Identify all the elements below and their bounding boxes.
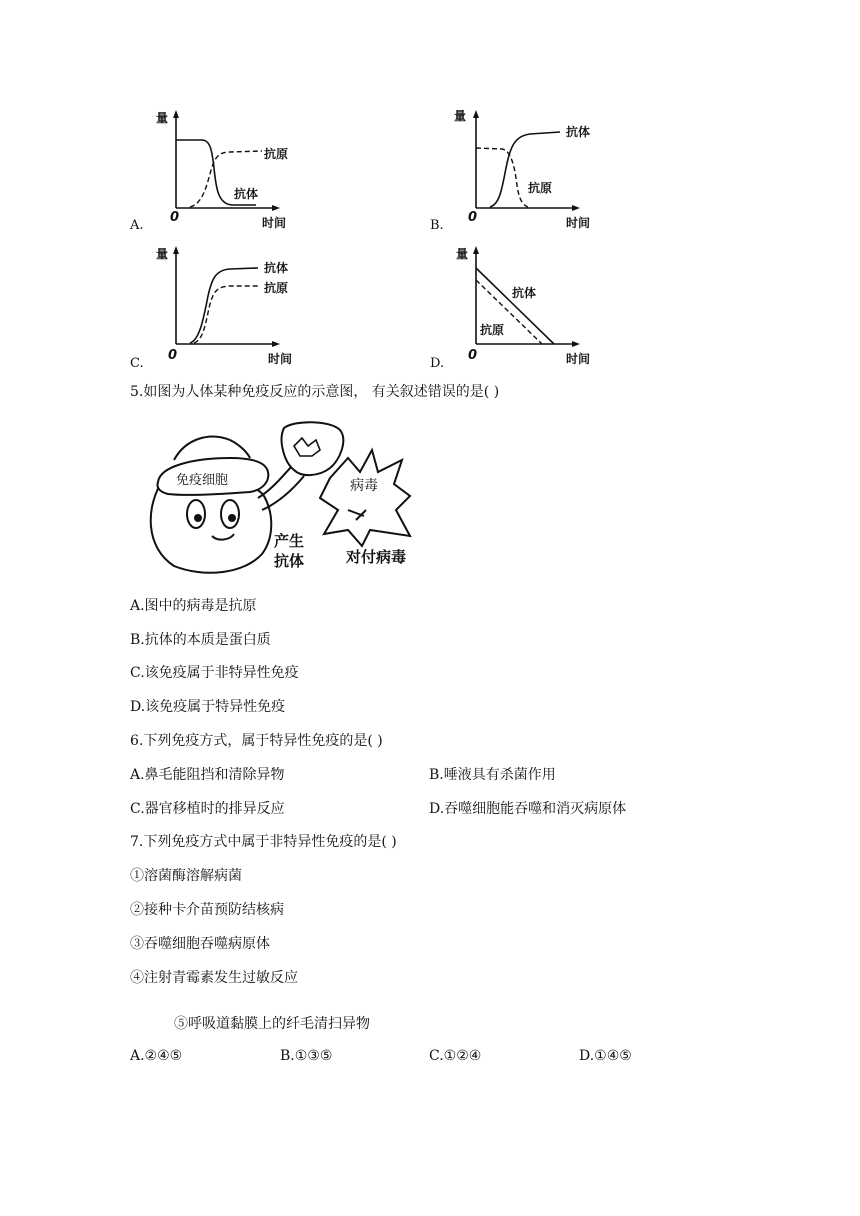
caption-fight-virus: 对付病毒	[346, 548, 407, 566]
graph-b-origin: 0	[468, 210, 478, 225]
immune-cell-cartoon	[134, 418, 424, 578]
graph-c-origin: 0	[168, 348, 178, 363]
graph-a-svg	[130, 108, 300, 234]
q6-option-a: A.鼻毛能阻挡和清除异物	[130, 767, 285, 783]
q6-stem: 6.下列免疫方式，属于特异性免疫的是( )	[130, 733, 383, 749]
immune-cell-hat-label: 免疫细胞	[176, 473, 229, 488]
option-b-letter: B.	[430, 218, 444, 233]
q7-item-4: ④注射青霉素发生过敏反应	[130, 970, 298, 986]
virus-label: 病毒	[350, 478, 378, 494]
graph-a-origin: 0	[170, 210, 180, 225]
q5-option-d: D.该免疫属于特异性免疫	[130, 699, 286, 715]
graph-b-x-label: 时间	[566, 216, 591, 230]
q7-item-2: ②接种卡介苗预防结核病	[130, 902, 284, 918]
graph-c-y-label: 量	[156, 247, 169, 261]
graph-b-y-label: 量	[454, 109, 467, 123]
graph-d-svg	[430, 244, 600, 372]
graph-b-svg	[430, 108, 600, 234]
caption-produce: 产生	[274, 532, 305, 550]
q5-option-c: C.该免疫属于非特异性免疫	[130, 665, 299, 681]
option-d-graph	[430, 244, 600, 372]
option-c-letter: C.	[130, 356, 144, 371]
graph-c-label-antibody: 抗体	[264, 261, 289, 275]
graph-c-x-label: 时间	[268, 352, 293, 366]
option-d-letter: D.	[430, 356, 445, 371]
caption-antibody: 抗体	[274, 552, 305, 570]
option-a-graph	[130, 108, 300, 234]
graph-d-label-antibody: 抗体	[512, 286, 537, 300]
q5-stem: 5.如图为人体某种免疫反应的示意图， 有关叙述错误的是( )	[130, 384, 500, 400]
q7-item-3: ③吞噬细胞吞噬病原体	[130, 936, 270, 952]
q5-option-a: A.图中的病毒是抗原	[130, 598, 257, 614]
q7-item-1: ①溶菌酶溶解病菌	[130, 868, 242, 884]
q6-option-b: B.唾液具有杀菌作用	[429, 767, 556, 783]
q7-item-5: ⑤呼吸道黏膜上的纤毛清扫异物	[174, 1016, 370, 1032]
option-a-letter: A.	[130, 218, 144, 233]
q7-option-c: C.①②④	[429, 1048, 482, 1064]
graph-a-label-antibody: 抗体	[234, 187, 259, 201]
graph-d-label-antigen: 抗原	[480, 323, 505, 337]
q5-option-b: B.抗体的本质是蛋白质	[130, 632, 271, 648]
graph-c-label-antigen: 抗原	[264, 281, 289, 295]
option-c-graph	[130, 244, 300, 372]
graph-a-label-antigen: 抗原	[264, 147, 289, 161]
graph-d-x-label: 时间	[566, 352, 591, 366]
q6-option-c: C.器官移植时的排异反应	[130, 801, 285, 817]
graph-a-y-label: 量	[156, 111, 169, 125]
graph-b-label-antigen: 抗原	[528, 181, 553, 195]
graph-d-y-label: 量	[456, 247, 469, 261]
q6-option-d: D.吞噬细胞能吞噬和消灭病原体	[429, 801, 627, 817]
q7-stem: 7.下列免疫方式中属于非特异性免疫的是( )	[130, 834, 397, 850]
graph-c-svg	[130, 244, 300, 372]
q7-option-d: D.①④⑤	[579, 1048, 632, 1064]
graph-b-label-antibody: 抗体	[566, 125, 591, 139]
option-b-graph	[430, 108, 600, 234]
graph-d-origin: 0	[468, 348, 478, 363]
q7-option-a: A.②④⑤	[130, 1048, 183, 1064]
q7-option-b: B.①③⑤	[280, 1048, 333, 1064]
graph-a-x-label: 时间	[262, 216, 287, 230]
q5-figure	[134, 418, 424, 578]
